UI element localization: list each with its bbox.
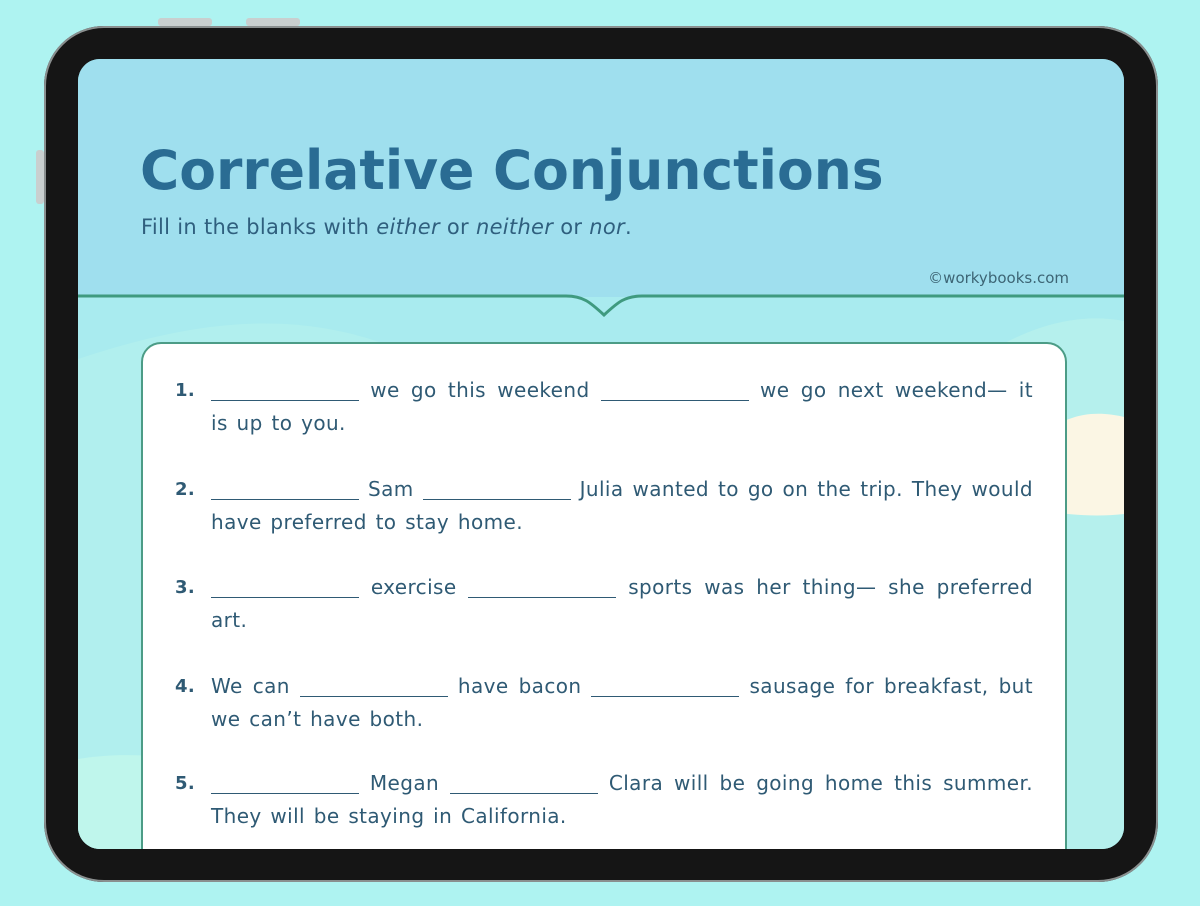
question-number: 3. (175, 577, 196, 598)
answer-blank[interactable] (211, 378, 359, 401)
question-text-part: Clara will be going home this summer. They will be staying in California. (211, 771, 1034, 828)
worksheet-instructions (141, 215, 632, 239)
question-item (175, 767, 1033, 833)
answer-blank[interactable] (211, 477, 359, 500)
question-text-part: sausage for breakfast, but we can’t have both. (211, 674, 1033, 731)
question-item (175, 571, 1033, 637)
answer-blank[interactable] (468, 575, 616, 598)
question-text-part: We can (211, 674, 300, 698)
question-text (211, 374, 1033, 440)
copyright-credit: ©workybooks.com (928, 269, 1069, 287)
answer-blank[interactable] (450, 771, 598, 794)
question-text-part: Julia wanted to go on the trip. They would have preferred to stay home. (211, 477, 1034, 534)
answer-blank[interactable] (591, 674, 739, 697)
instructions-text: . (624, 215, 632, 239)
instructions-text: or (439, 215, 476, 239)
answer-blank[interactable] (211, 575, 359, 598)
question-card (141, 342, 1067, 849)
question-item (175, 473, 1033, 539)
question-text (211, 571, 1033, 637)
question-number: 4. (175, 676, 196, 697)
question-text-part: sports was her thing— she preferred art. (211, 575, 1033, 632)
instructions-text: or (553, 215, 590, 239)
question-item (175, 670, 1033, 736)
instructions-word-nor: nor (589, 215, 625, 239)
question-number: 2. (175, 479, 196, 500)
question-text (211, 473, 1033, 539)
question-text (211, 767, 1033, 833)
question-item (175, 374, 1033, 440)
question-text-part: exercise (359, 575, 469, 599)
worksheet-title: Correlative Conjunctions (140, 139, 884, 202)
answer-blank[interactable] (211, 771, 359, 794)
answer-blank[interactable] (300, 674, 448, 697)
question-text-part: we go this weekend (359, 378, 601, 402)
tablet-power-button (36, 150, 44, 204)
instructions-word-neither: neither (475, 215, 554, 239)
question-number: 5. (175, 773, 196, 794)
answer-blank[interactable] (601, 378, 749, 401)
instructions-text: Fill in the blanks with (141, 215, 377, 239)
question-text-part: Sam (359, 477, 423, 501)
question-text-part: we go next weekend— it is up to you. (211, 378, 1033, 435)
tablet-volume-button (246, 18, 300, 26)
tablet-volume-button (158, 18, 212, 26)
tablet-screen (78, 59, 1124, 849)
question-text-part: Megan (359, 771, 450, 795)
question-text (211, 670, 1033, 736)
answer-blank[interactable] (423, 477, 571, 500)
instructions-word-either: either (376, 215, 440, 239)
question-number: 1. (175, 380, 196, 401)
question-text-part: have bacon (447, 674, 592, 698)
